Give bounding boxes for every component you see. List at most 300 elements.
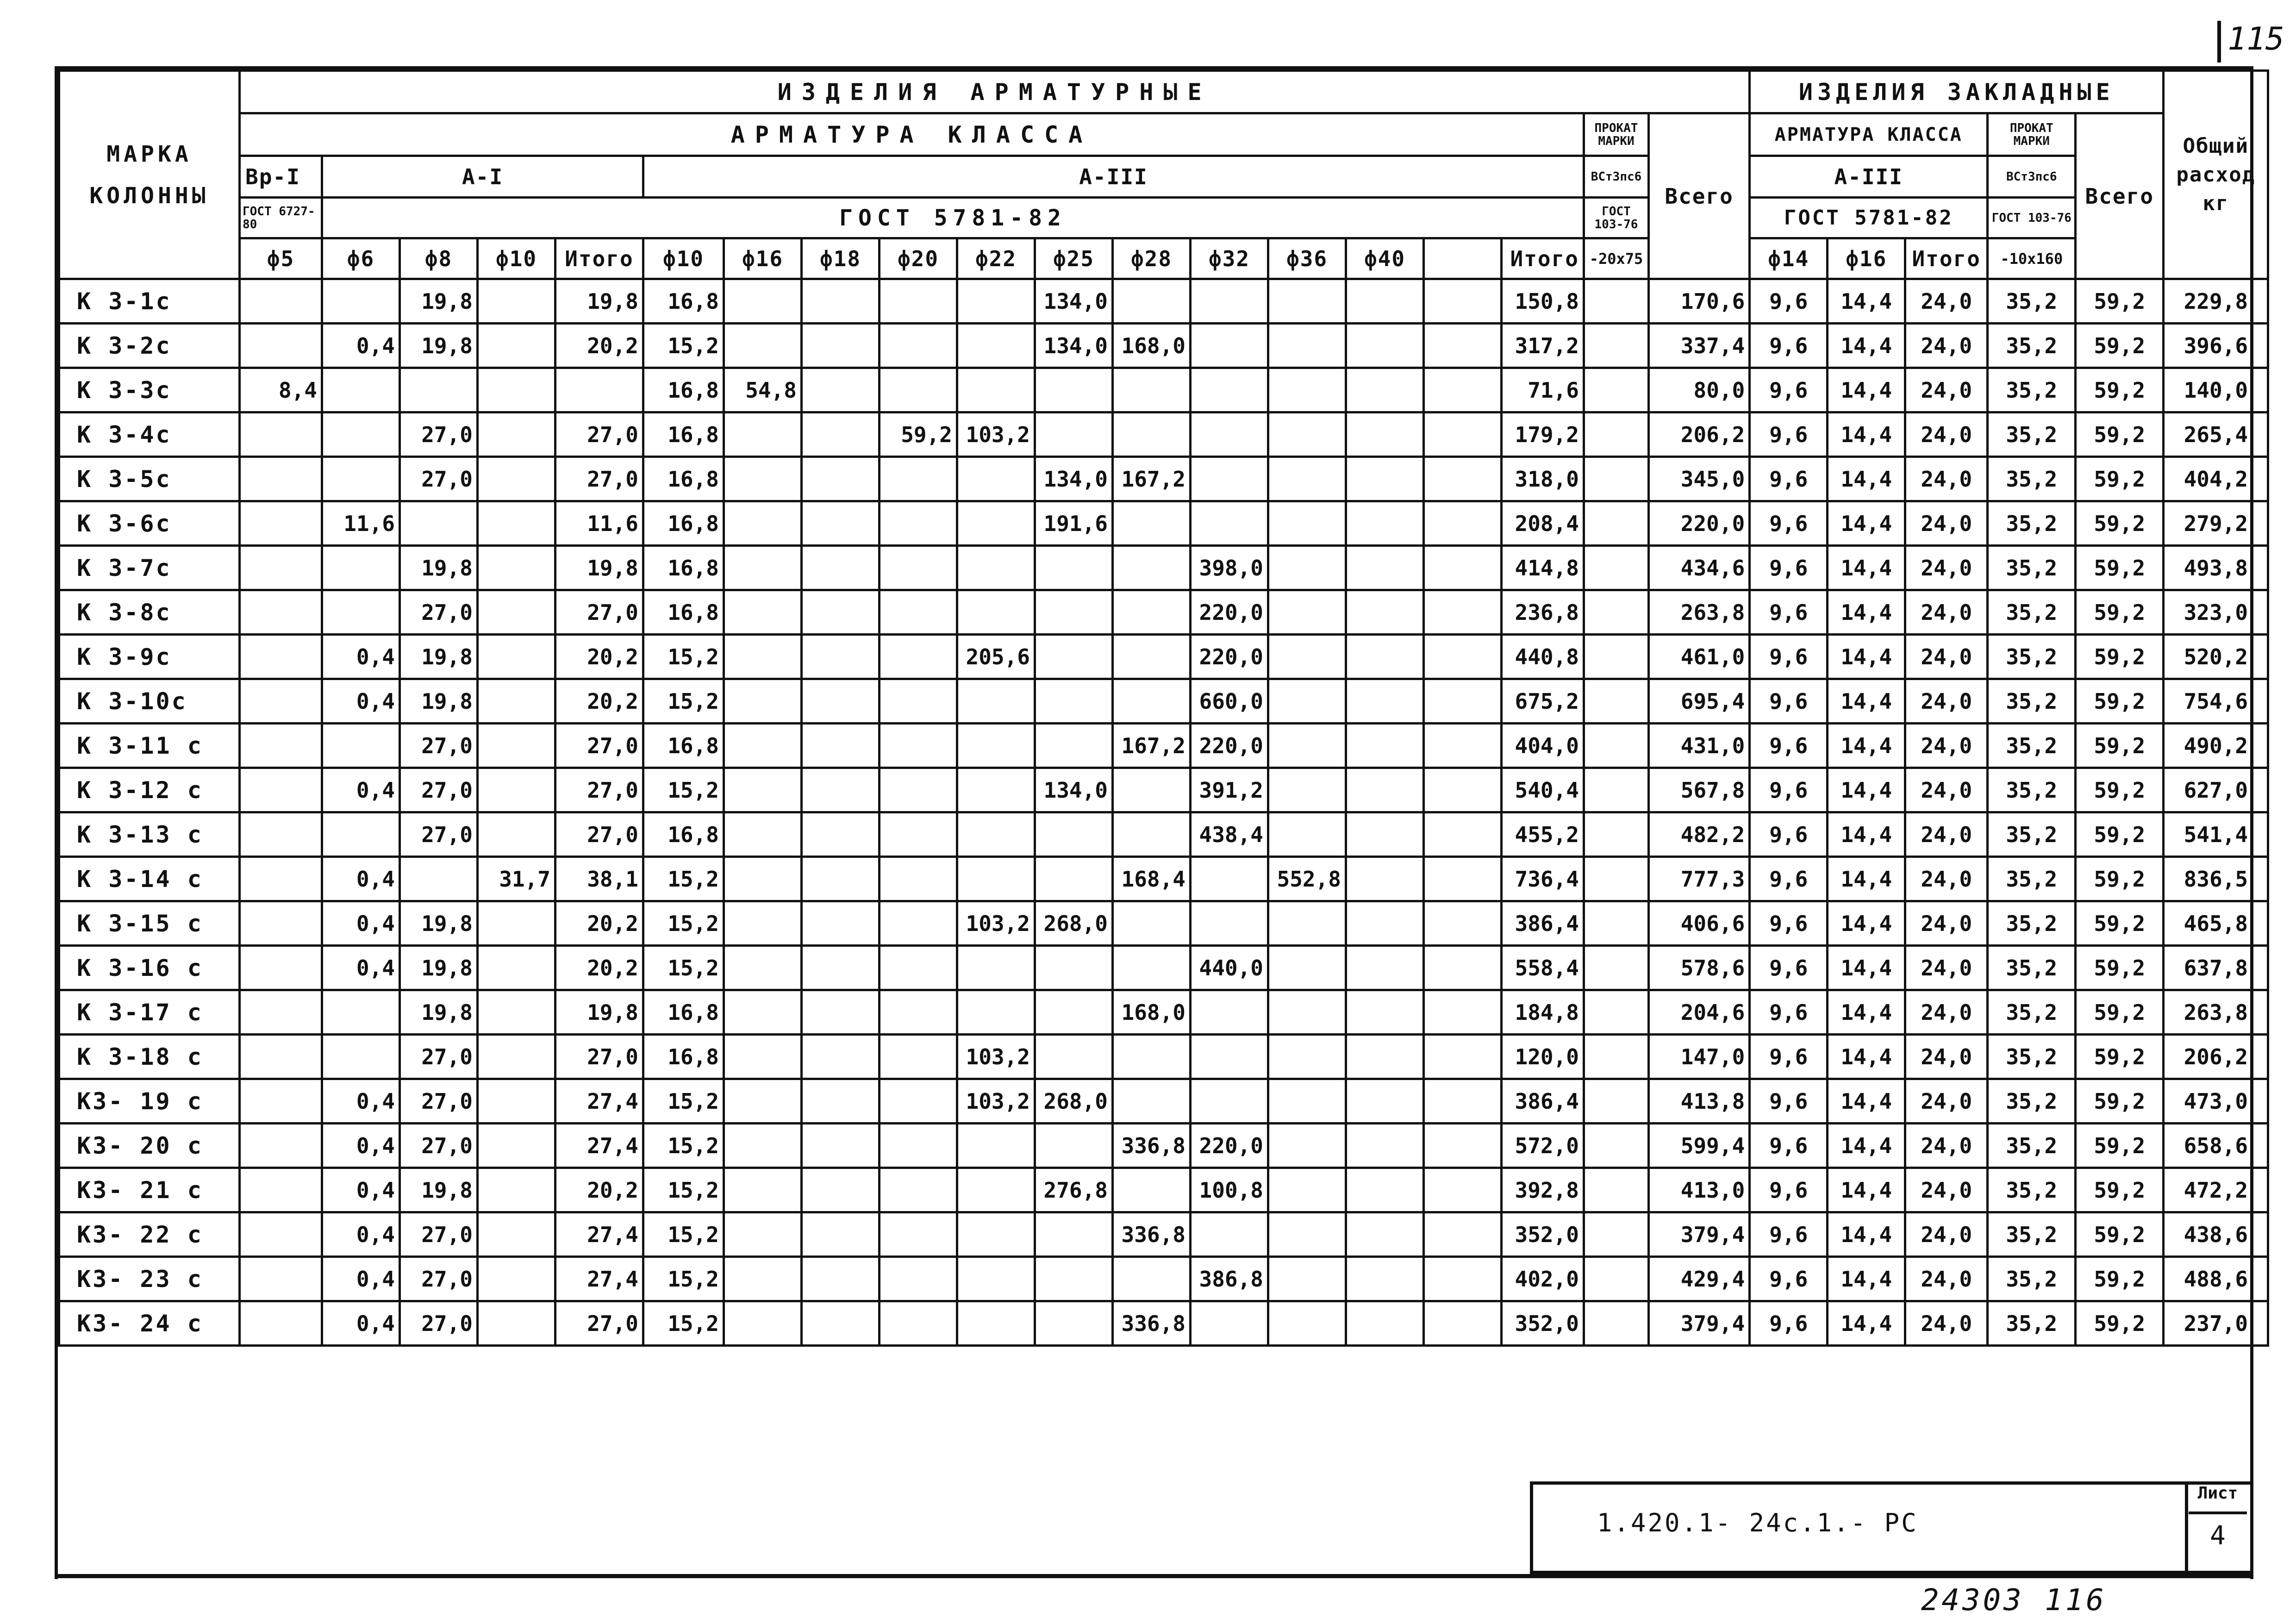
cell-d28 — [1113, 501, 1191, 546]
col-d25: ф25 — [1035, 238, 1113, 279]
cell-d8: 19,8 — [400, 546, 478, 590]
cell-overall: 229,8 — [2164, 279, 2268, 324]
cell-total: 434,6 — [1649, 546, 1750, 590]
cell-d36 — [1268, 1301, 1346, 1346]
cell-e-total: 59,2 — [2076, 1079, 2164, 1124]
cell-overall: 637,8 — [2164, 946, 2268, 990]
cell-overall: 265,4 — [2164, 412, 2268, 457]
cell-prokat — [1584, 324, 1649, 368]
cell-d22: 205,6 — [957, 635, 1035, 679]
cell-e16: 14,4 — [1828, 1124, 1905, 1168]
sheet-frame-bottom — [55, 1574, 2253, 1578]
cell-e16: 14,4 — [1828, 1301, 1905, 1346]
cell-d16 — [724, 679, 802, 724]
cell-blank — [1424, 990, 1502, 1035]
cell-d5 — [240, 412, 322, 457]
cell-d16 — [724, 1301, 802, 1346]
cell-e16: 14,4 — [1828, 279, 1905, 324]
cell-d22 — [957, 990, 1035, 1035]
cell-d28: 336,8 — [1113, 1124, 1191, 1168]
cell-d20 — [880, 1079, 957, 1124]
cell-e-total: 59,2 — [2076, 324, 2164, 368]
cell-e-prokat: 35,2 — [1988, 857, 2076, 901]
cell-e-prokat: 35,2 — [1988, 768, 2076, 812]
cell-e14: 9,6 — [1750, 1301, 1828, 1346]
cell-e14: 9,6 — [1750, 501, 1828, 546]
cell-overall: 488,6 — [2164, 1257, 2268, 1301]
cell-e-itogo: 24,0 — [1905, 546, 1988, 590]
cell-d32 — [1191, 501, 1268, 546]
col-itogo-a1: Итого — [555, 238, 643, 279]
cell-d25 — [1035, 679, 1113, 724]
cell-e-total: 59,2 — [2076, 501, 2164, 546]
cell-blank — [1424, 457, 1502, 501]
table-row — [59, 1301, 2268, 1346]
cell-d6: 0,4 — [322, 1079, 400, 1124]
cell-d36 — [1268, 768, 1346, 812]
cell-e-total: 59,2 — [2076, 812, 2164, 857]
col-d16: ф16 — [724, 238, 802, 279]
column-mark-cell: К3- 19 с — [59, 1079, 240, 1124]
cell-d18 — [802, 724, 880, 768]
col-d28: ф28 — [1113, 238, 1191, 279]
cell-total: 80,0 — [1649, 368, 1750, 412]
cell-itogo-a1: 27,4 — [555, 1124, 643, 1168]
cell-itogo-a3: 208,4 — [1502, 501, 1584, 546]
cell-d32 — [1191, 457, 1268, 501]
cell-d28: 167,2 — [1113, 457, 1191, 501]
cell-e16: 14,4 — [1828, 501, 1905, 546]
cell-d10a — [478, 1212, 555, 1257]
cell-d10: 15,2 — [643, 768, 724, 812]
cell-d16 — [724, 279, 802, 324]
cell-overall: 472,2 — [2164, 1168, 2268, 1212]
cell-itogo-a3: 317,2 — [1502, 324, 1584, 368]
cell-d10a — [478, 724, 555, 768]
cell-prokat — [1584, 990, 1649, 1035]
cell-d10a — [478, 1257, 555, 1301]
column-mark-cell: К3- 22 с — [59, 1212, 240, 1257]
cell-d40 — [1346, 1168, 1424, 1212]
cell-d16 — [724, 946, 802, 990]
cell-d36 — [1268, 1257, 1346, 1301]
cell-e-total: 59,2 — [2076, 1212, 2164, 1257]
cell-itogo-a1: 19,8 — [555, 990, 643, 1035]
cell-total: 204,6 — [1649, 990, 1750, 1035]
cell-d10a — [478, 1035, 555, 1079]
cell-d6: 0,4 — [322, 901, 400, 946]
cell-d10: 15,2 — [643, 857, 724, 901]
cell-d32: 440,0 — [1191, 946, 1268, 990]
cell-d10: 16,8 — [643, 279, 724, 324]
table-empty-space — [59, 1346, 2268, 1434]
cell-blank — [1424, 1212, 1502, 1257]
cell-d40 — [1346, 724, 1424, 768]
prokat-marki-header: ПРОКАТ МАРКИ — [1584, 113, 1649, 156]
emb-class-a3-header: А-III — [1750, 156, 1988, 198]
cell-d40 — [1346, 324, 1424, 368]
cell-d10: 16,8 — [643, 1035, 724, 1079]
cell-d32: 438,4 — [1191, 812, 1268, 857]
cell-d16 — [724, 1124, 802, 1168]
column-mark-cell: К 3-9с — [59, 635, 240, 679]
cell-d25 — [1035, 1035, 1113, 1079]
empty-cell — [59, 1346, 2268, 1434]
rebar-specification-table — [58, 69, 2269, 1434]
cell-total: 777,3 — [1649, 857, 1750, 901]
column-mark-cell: К 3-16 с — [59, 946, 240, 990]
cell-prokat — [1584, 946, 1649, 990]
cell-itogo-a3: 71,6 — [1502, 368, 1584, 412]
cell-d8 — [400, 857, 478, 901]
cell-d32 — [1191, 368, 1268, 412]
cell-overall: 836,5 — [2164, 857, 2268, 901]
cell-d10a — [478, 679, 555, 724]
cell-d8: 27,0 — [400, 412, 478, 457]
cell-d5 — [240, 546, 322, 590]
cell-d10a — [478, 324, 555, 368]
cell-itogo-a3: 150,8 — [1502, 279, 1584, 324]
cell-d10a — [478, 946, 555, 990]
cell-d10a — [478, 457, 555, 501]
table-row — [59, 1035, 2268, 1079]
cell-blank — [1424, 324, 1502, 368]
cell-d10a — [478, 590, 555, 635]
column-mark-cell: К 3-17 с — [59, 990, 240, 1035]
cell-total: 567,8 — [1649, 768, 1750, 812]
cell-d8: 19,8 — [400, 1168, 478, 1212]
cell-d20 — [880, 501, 957, 546]
col-d32: ф32 — [1191, 238, 1268, 279]
cell-overall: 658,6 — [2164, 1124, 2268, 1168]
table-row — [59, 501, 2268, 546]
cell-d5 — [240, 324, 322, 368]
cell-d10a — [478, 990, 555, 1035]
cell-d8 — [400, 501, 478, 546]
column-mark-cell: К 3-7с — [59, 546, 240, 590]
cell-itogo-a1: 27,0 — [555, 590, 643, 635]
cell-d10: 16,8 — [643, 590, 724, 635]
cell-prokat — [1584, 368, 1649, 412]
cell-d28 — [1113, 1168, 1191, 1212]
cell-e-itogo: 24,0 — [1905, 1212, 1988, 1257]
cell-d32: 220,0 — [1191, 1124, 1268, 1168]
cell-d10a — [478, 546, 555, 590]
cell-e-prokat: 35,2 — [1988, 1035, 2076, 1079]
cell-d16 — [724, 412, 802, 457]
cell-d36 — [1268, 501, 1346, 546]
cell-d32 — [1191, 1035, 1268, 1079]
column-mark-cell: К 3-14 с — [59, 857, 240, 901]
cell-d28 — [1113, 1079, 1191, 1124]
cell-d18 — [802, 501, 880, 546]
cell-d40 — [1346, 990, 1424, 1035]
cell-e-prokat: 35,2 — [1988, 812, 2076, 857]
cell-d10: 16,8 — [643, 368, 724, 412]
table-row — [59, 1212, 2268, 1257]
cell-d8: 27,0 — [400, 724, 478, 768]
col-d10-a1: ф10 — [478, 238, 555, 279]
table-row — [59, 590, 2268, 635]
overall-consumption-header: Общий расход кг — [2164, 71, 2268, 279]
cell-e16: 14,4 — [1828, 812, 1905, 857]
cell-e-itogo: 24,0 — [1905, 279, 1988, 324]
cell-d10: 15,2 — [643, 1301, 724, 1346]
table-row — [59, 635, 2268, 679]
cell-total: 695,4 — [1649, 679, 1750, 724]
cell-e16: 14,4 — [1828, 768, 1905, 812]
cell-d40 — [1346, 768, 1424, 812]
col-d5: ф5 — [240, 238, 322, 279]
column-mark-cell: К 3-13 с — [59, 812, 240, 857]
col-d40: ф40 — [1346, 238, 1424, 279]
cell-total: 263,8 — [1649, 590, 1750, 635]
cell-d22: 103,2 — [957, 1079, 1035, 1124]
cell-itogo-a1: 27,0 — [555, 724, 643, 768]
cell-e-itogo: 24,0 — [1905, 946, 1988, 990]
cell-e16: 14,4 — [1828, 1212, 1905, 1257]
cell-d5 — [240, 812, 322, 857]
cell-d18 — [802, 1168, 880, 1212]
cell-total: 337,4 — [1649, 324, 1750, 368]
cell-e-itogo: 24,0 — [1905, 990, 1988, 1035]
cell-d28 — [1113, 546, 1191, 590]
cell-d36 — [1268, 324, 1346, 368]
cell-blank — [1424, 901, 1502, 946]
cell-d8: 27,0 — [400, 457, 478, 501]
cell-d6 — [322, 412, 400, 457]
cell-d16 — [724, 1212, 802, 1257]
cell-d6: 0,4 — [322, 857, 400, 901]
column-mark-cell: К3- 20 с — [59, 1124, 240, 1168]
total-header: Всего — [1649, 113, 1750, 279]
cell-prokat — [1584, 1168, 1649, 1212]
cell-d28 — [1113, 768, 1191, 812]
column-mark-cell: К 3-4с — [59, 412, 240, 457]
cell-itogo-a1: 27,4 — [555, 1079, 643, 1124]
cell-e14: 9,6 — [1750, 1168, 1828, 1212]
cell-e-prokat: 35,2 — [1988, 1079, 2076, 1124]
cell-e-prokat: 35,2 — [1988, 368, 2076, 412]
cell-itogo-a3: 414,8 — [1502, 546, 1584, 590]
cell-d10: 16,8 — [643, 990, 724, 1035]
cell-e16: 14,4 — [1828, 590, 1905, 635]
cell-d18 — [802, 812, 880, 857]
cell-prokat — [1584, 457, 1649, 501]
cell-d32: 386,8 — [1191, 1257, 1268, 1301]
cell-d5 — [240, 635, 322, 679]
column-mark-cell: К 3-10с — [59, 679, 240, 724]
cell-d18 — [802, 368, 880, 412]
cell-blank — [1424, 368, 1502, 412]
cell-overall: 404,2 — [2164, 457, 2268, 501]
cell-d6 — [322, 368, 400, 412]
cell-d25: 191,6 — [1035, 501, 1113, 546]
cell-itogo-a3: 318,0 — [1502, 457, 1584, 501]
cell-d22 — [957, 1168, 1035, 1212]
cell-d16 — [724, 546, 802, 590]
cell-e-total: 59,2 — [2076, 901, 2164, 946]
rebar-products-group-header: ИЗДЕЛИЯ АРМАТУРНЫЕ — [240, 71, 1750, 113]
cell-e-prokat: 35,2 — [1988, 279, 2076, 324]
cell-d10: 15,2 — [643, 1257, 724, 1301]
archive-number: 24303 116 — [1921, 1583, 2107, 1618]
cell-d40 — [1346, 635, 1424, 679]
cell-d25: 134,0 — [1035, 457, 1113, 501]
cell-overall: 323,0 — [2164, 590, 2268, 635]
cell-d36 — [1268, 812, 1346, 857]
cell-blank — [1424, 590, 1502, 635]
cell-d40 — [1346, 546, 1424, 590]
cell-d25 — [1035, 412, 1113, 457]
col-d36: ф36 — [1268, 238, 1346, 279]
cell-e-total: 59,2 — [2076, 1257, 2164, 1301]
cell-e16: 14,4 — [1828, 724, 1905, 768]
cell-d5 — [240, 1035, 322, 1079]
cell-e14: 9,6 — [1750, 1035, 1828, 1079]
cell-overall: 279,2 — [2164, 501, 2268, 546]
cell-overall: 263,8 — [2164, 990, 2268, 1035]
table-row — [59, 457, 2268, 501]
cell-itogo-a3: 236,8 — [1502, 590, 1584, 635]
cell-d18 — [802, 1257, 880, 1301]
cell-d22 — [957, 1212, 1035, 1257]
cell-d8: 27,0 — [400, 1079, 478, 1124]
cell-d10: 15,2 — [643, 1079, 724, 1124]
cell-d10a — [478, 768, 555, 812]
cell-prokat — [1584, 279, 1649, 324]
cell-d22 — [957, 590, 1035, 635]
cell-itogo-a1: 38,1 — [555, 857, 643, 901]
cell-e14: 9,6 — [1750, 368, 1828, 412]
cell-d16 — [724, 1035, 802, 1079]
cell-prokat — [1584, 546, 1649, 590]
cell-d10a: 31,7 — [478, 857, 555, 901]
cell-e-itogo: 24,0 — [1905, 679, 1988, 724]
cell-d5 — [240, 679, 322, 724]
cell-d16 — [724, 901, 802, 946]
table-row — [59, 1168, 2268, 1212]
column-mark-cell: К 3-18 с — [59, 1035, 240, 1079]
emb-gost-5781-header: ГОСТ 5781-82 — [1750, 198, 1988, 238]
cell-overall: 396,6 — [2164, 324, 2268, 368]
cell-d5 — [240, 901, 322, 946]
cell-e-prokat: 35,2 — [1988, 590, 2076, 635]
cell-e-prokat: 35,2 — [1988, 1168, 2076, 1212]
column-mark-cell: К 3-6с — [59, 501, 240, 546]
table-row — [59, 368, 2268, 412]
cell-d40 — [1346, 901, 1424, 946]
cell-d32: 100,8 — [1191, 1168, 1268, 1212]
cell-e-prokat: 35,2 — [1988, 546, 2076, 590]
column-mark-cell: К 3-5с — [59, 457, 240, 501]
cell-d36 — [1268, 1079, 1346, 1124]
cell-d20 — [880, 279, 957, 324]
cell-itogo-a1: 19,8 — [555, 279, 643, 324]
cell-itogo-a1: 20,2 — [555, 1168, 643, 1212]
cell-e-total: 59,2 — [2076, 412, 2164, 457]
cell-overall: 140,0 — [2164, 368, 2268, 412]
cell-d32: 220,0 — [1191, 724, 1268, 768]
cell-blank — [1424, 501, 1502, 546]
cell-blank — [1424, 1257, 1502, 1301]
cell-total: 345,0 — [1649, 457, 1750, 501]
cell-itogo-a1: 27,0 — [555, 1035, 643, 1079]
cell-prokat — [1584, 590, 1649, 635]
cell-prokat — [1584, 412, 1649, 457]
cell-d6: 0,4 — [322, 679, 400, 724]
cell-e14: 9,6 — [1750, 412, 1828, 457]
cell-itogo-a3: 352,0 — [1502, 1301, 1584, 1346]
cell-d36 — [1268, 1035, 1346, 1079]
cell-d6: 0,4 — [322, 1212, 400, 1257]
table-row — [59, 1079, 2268, 1124]
cell-overall: 465,8 — [2164, 901, 2268, 946]
cell-d40 — [1346, 1124, 1424, 1168]
cell-d18 — [802, 1301, 880, 1346]
sheet-number: 4 — [2210, 1521, 2226, 1551]
cell-e16: 14,4 — [1828, 946, 1905, 990]
cell-e16: 14,4 — [1828, 1079, 1905, 1124]
cell-d28: 167,2 — [1113, 724, 1191, 768]
cell-d20 — [880, 1212, 957, 1257]
cell-overall: 541,4 — [2164, 812, 2268, 857]
cell-d16 — [724, 590, 802, 635]
cell-d10a — [478, 368, 555, 412]
cell-d10: 15,2 — [643, 1168, 724, 1212]
cell-d10: 16,8 — [643, 546, 724, 590]
cell-d22 — [957, 724, 1035, 768]
cell-d36 — [1268, 990, 1346, 1035]
column-mark-cell: К3- 21 с — [59, 1168, 240, 1212]
cell-prokat — [1584, 857, 1649, 901]
cell-d16 — [724, 724, 802, 768]
cell-d22 — [957, 457, 1035, 501]
cell-d32 — [1191, 990, 1268, 1035]
sheet-label: Лист — [2189, 1484, 2247, 1514]
table-row — [59, 279, 2268, 324]
cell-e14: 9,6 — [1750, 546, 1828, 590]
cell-d20 — [880, 1124, 957, 1168]
cell-d25 — [1035, 812, 1113, 857]
cell-prokat — [1584, 901, 1649, 946]
cell-d10: 16,8 — [643, 812, 724, 857]
cell-total: 429,4 — [1649, 1257, 1750, 1301]
cell-d40 — [1346, 1212, 1424, 1257]
cell-total: 379,4 — [1649, 1212, 1750, 1257]
cell-e16: 14,4 — [1828, 635, 1905, 679]
cell-d40 — [1346, 457, 1424, 501]
cell-e14: 9,6 — [1750, 457, 1828, 501]
cell-e-itogo: 24,0 — [1905, 857, 1988, 901]
cell-d25 — [1035, 1257, 1113, 1301]
cell-e14: 9,6 — [1750, 990, 1828, 1035]
cell-itogo-a1: 20,2 — [555, 324, 643, 368]
cell-total: 461,0 — [1649, 635, 1750, 679]
cell-e14: 9,6 — [1750, 324, 1828, 368]
col-e-itogo: Итого — [1905, 238, 1988, 279]
col-blank — [1424, 238, 1502, 279]
cell-blank — [1424, 724, 1502, 768]
cell-d20 — [880, 812, 957, 857]
cell-d28 — [1113, 412, 1191, 457]
cell-e-total: 59,2 — [2076, 990, 2164, 1035]
cell-e-total: 59,2 — [2076, 457, 2164, 501]
col-d20: ф20 — [880, 238, 957, 279]
cell-e16: 14,4 — [1828, 857, 1905, 901]
cell-total: 413,0 — [1649, 1168, 1750, 1212]
cell-e-total: 59,2 — [2076, 768, 2164, 812]
